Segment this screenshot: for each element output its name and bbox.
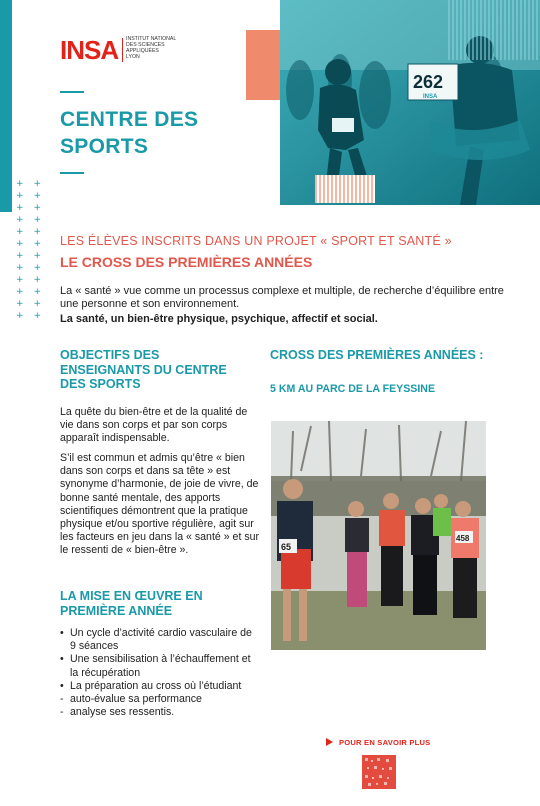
- bib-number: 262: [413, 72, 444, 92]
- qr-code-icon[interactable]: [362, 755, 396, 789]
- logo-divider: [122, 38, 123, 62]
- list-item: - analyse ses ressentis.: [60, 706, 175, 719]
- objectives-paragraph-1: La quête du bien-être et de la qualité de vie dans son corps et par son corps apparaît indispensable.: [60, 406, 248, 445]
- section-subtitle: LE CROSS DES PREMIÈRES ANNÉES: [60, 254, 313, 270]
- salmon-stripes-decor: [315, 175, 375, 203]
- list-item: • Un cycle d’activité cardio vasculaire de 9 séances: [60, 627, 252, 653]
- logo-institution: INSTITUT NATIONAL DES SCIENCES APPLIQUÉES LYON: [126, 36, 177, 60]
- list-item: - auto-évalue sa performance: [60, 693, 202, 706]
- decorative-plus-grid: + + + + + + + + + + + + + + + + + + + + + + + +: [16, 179, 42, 321]
- objectives-heading: OBJECTIFS DES ENSEIGNANTS DU CENTRE DES SPORTS: [60, 348, 227, 391]
- cross-heading: CROSS DES PREMIÈRES ANNÉES :: [270, 348, 484, 362]
- title-rule-top: [60, 91, 84, 93]
- objectives-paragraph-2: S’il est commun et admis qu’être « bien dans son corps et dans sa tête » est synonyme d’harmonie, de joie de vivre, de bonne santé mentale, des apports scientifiques démontrent que la pratique physique et/ou sportive régulière, agit sur les facteurs en jeu dans la « santé » et sur le ressenti de « bien-être ».: [60, 452, 260, 557]
- intro-bold-text: La santé, un bien-être physique, psychique, affectif et social.: [60, 313, 378, 325]
- learn-more-link[interactable]: [326, 736, 486, 748]
- bib-logo: INSA: [423, 94, 438, 100]
- logo-wordmark: INSA: [60, 35, 119, 65]
- learn-more-label: POUR EN SAVOIR PLUS: [339, 737, 431, 747]
- implementation-heading: LA MISE EN ŒUVRE EN PREMIÈRE ANNÉE: [60, 589, 203, 618]
- photo-bib-1: 65: [281, 542, 292, 552]
- section-kicker: LES ÉLÈVES INSCRITS DANS UN PROJET « SPORT ET SANTÉ »: [60, 234, 452, 248]
- teal-stripes-decor: [448, 0, 540, 60]
- left-accent-bar: [0, 0, 12, 212]
- intro-text: La « santé » vue comme un processus complexe et multiple, de recherche d’équilibre entre une personne et son environnement.: [60, 285, 504, 310]
- title-rule-bottom: [60, 172, 84, 174]
- page-title: CENTRE DES SPORTS: [60, 108, 199, 158]
- cross-race-photo: [271, 421, 486, 650]
- list-item: • La préparation au cross où l’étudiant: [60, 679, 242, 692]
- list-item: • Une sensibilisation à l’échauffement et la récupération: [60, 653, 251, 679]
- insa-logo[interactable]: [60, 36, 180, 66]
- cross-subheading: 5 KM AU PARC DE LA FEYSSINE: [270, 383, 436, 395]
- play-arrow-icon: [326, 738, 333, 746]
- implementation-list: [60, 627, 260, 719]
- photo-bib-2: 458: [456, 534, 470, 543]
